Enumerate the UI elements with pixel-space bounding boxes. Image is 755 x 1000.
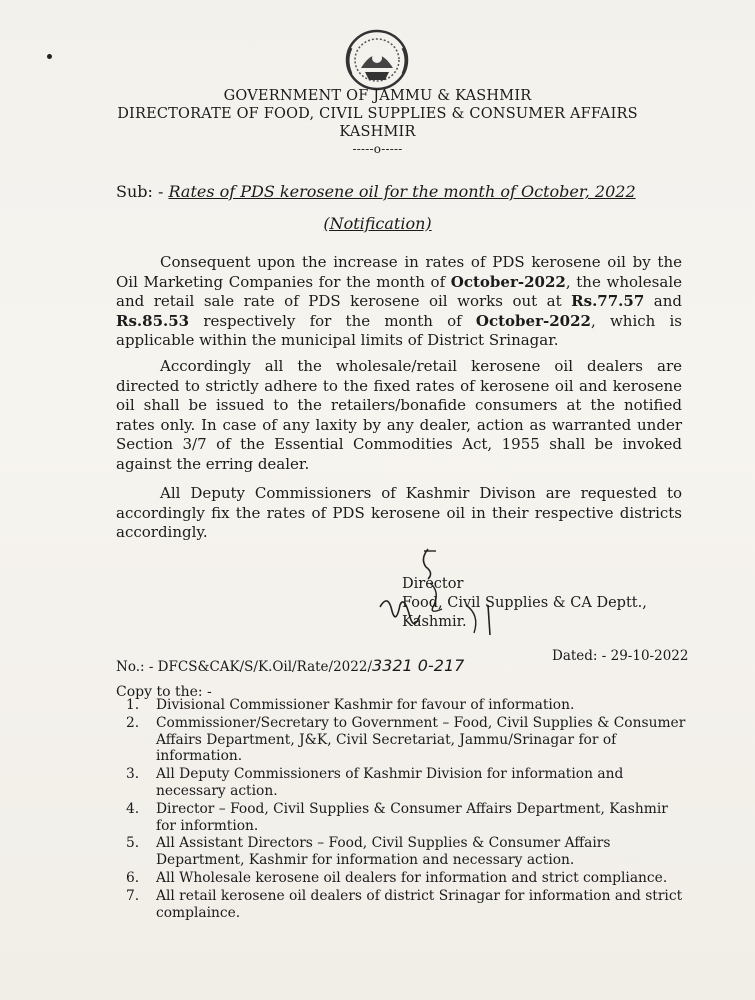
notification-label: (Notification) (323, 214, 432, 233)
p1-text-d: respectively for the month of (189, 311, 476, 330)
copy-to-item (126, 715, 692, 765)
signatory-department: Food, Civil Supplies & CA Deptt., (402, 595, 647, 611)
copy-to-item (126, 870, 692, 887)
signatory-title: Director (402, 576, 464, 592)
copy-to-item (126, 835, 692, 869)
signatory-block (402, 575, 647, 632)
copy-to-item (126, 801, 692, 835)
p1-text-e: , which is applicable within the municipal limits of District Srinagar. (116, 311, 682, 349)
copy-to-item-number: 7. (126, 887, 140, 904)
header-separator: -----o----- (352, 142, 403, 156)
retail-rate: Rs.85.53 (116, 311, 190, 330)
copy-to-item-text: All retail kerosene oil dealers of district Srinagar for information and strict complaince. (156, 887, 683, 921)
copy-to-item-number: 4. (126, 800, 140, 817)
copy-to-list (126, 697, 692, 922)
wholesale-rate: Rs.77.57 (571, 292, 645, 310)
paragraph-directive: Accordingly all the wholesale/retail kerosene oil dealers are directed to strictly adhere to the fixed rates of kerosene oil and kerosene oil shall be issued to the retailers/bonafide consumers at the notified rates only. In case of any laxity by any dealer, action as warranted under Section 3/7 of the Essential Commodities Act, 1955 shall be invoked against the erring dealer. (116, 357, 682, 473)
copy-to-item-number: 5. (126, 835, 140, 852)
reference-handwritten: 3321 0-217 (372, 656, 465, 675)
p1-month-2: October-2022 (475, 311, 591, 330)
p1-text-b: , the wholesale and retail sale rate of PDS kerosene oil works out at (116, 272, 683, 310)
punch-mark (47, 54, 52, 59)
copy-to-item-text: Director – Food, Civil Supplies & Consumer Affairs Department, Kashmir for informtion. (156, 800, 668, 834)
copy-to-item-number: 2. (126, 714, 140, 731)
p1-text-c: and (644, 292, 682, 310)
p1-text-a: Consequent upon the increase in rates of PDS kerosene oil by the Oil Marketing Companies for the month of (116, 253, 682, 291)
paragraph-rates (116, 253, 682, 351)
copy-to-item-number: 6. (126, 869, 140, 886)
copy-to-item (126, 766, 692, 800)
subject-prefix: Sub: - (116, 182, 169, 201)
copy-to-item-text: All Assistant Directors – Food, Civil Supplies & Consumer Affairs Department, Kashmir for information and necessary action. (156, 835, 611, 869)
subject-title: Rates of PDS kerosene oil for the month of October, 2022 (168, 182, 636, 201)
copy-to-item-number: 3. (126, 766, 140, 783)
paragraph-request: All Deputy Commissioners of Kashmir Divison are requested to accordingly fix the rates of PDS kerosene oil in their respective districts accordingly. (116, 484, 682, 541)
date-line: Dated: - 29-10-2022 (552, 648, 689, 664)
p1-month: October-2022 (450, 272, 566, 291)
state-emblem-icon (341, 28, 413, 92)
reference-number (116, 656, 464, 675)
subject-line (116, 182, 636, 201)
copy-to-item (126, 697, 692, 714)
header-line-government: GOVERNMENT OF JAMMU & KASHMIR (223, 88, 532, 104)
copy-to-label: Copy to the: - (116, 684, 212, 700)
header-line-directorate: DIRECTORATE OF FOOD, CIVIL SUPPLIES & CONSUMER AFFAIRS (117, 106, 638, 122)
signatory-location: Kashmir. (402, 614, 467, 630)
copy-to-item (126, 888, 692, 922)
copy-to-item-text: Commissioner/Secretary to Government – Food, Civil Supplies & Consumer Affairs Department, J&K, Civil Secretariat, Jammu/Srinagar for of information. (156, 714, 686, 765)
reference-prefix: No.: - DFCS&CAK/S/K.Oil/Rate/2022/ (116, 659, 372, 675)
header-line-kashmir: KASHMIR (339, 124, 416, 140)
copy-to-item-text: All Wholesale kerosene oil dealers for information and strict compliance. (156, 869, 668, 886)
copy-to-item-number: 1. (126, 697, 140, 713)
copy-to-item-text: All Deputy Commissioners of Kashmir Division for information and necessary action. (156, 766, 624, 799)
copy-to-item-text: Divisional Commissioner Kashmir for favour of information. (156, 697, 575, 713)
